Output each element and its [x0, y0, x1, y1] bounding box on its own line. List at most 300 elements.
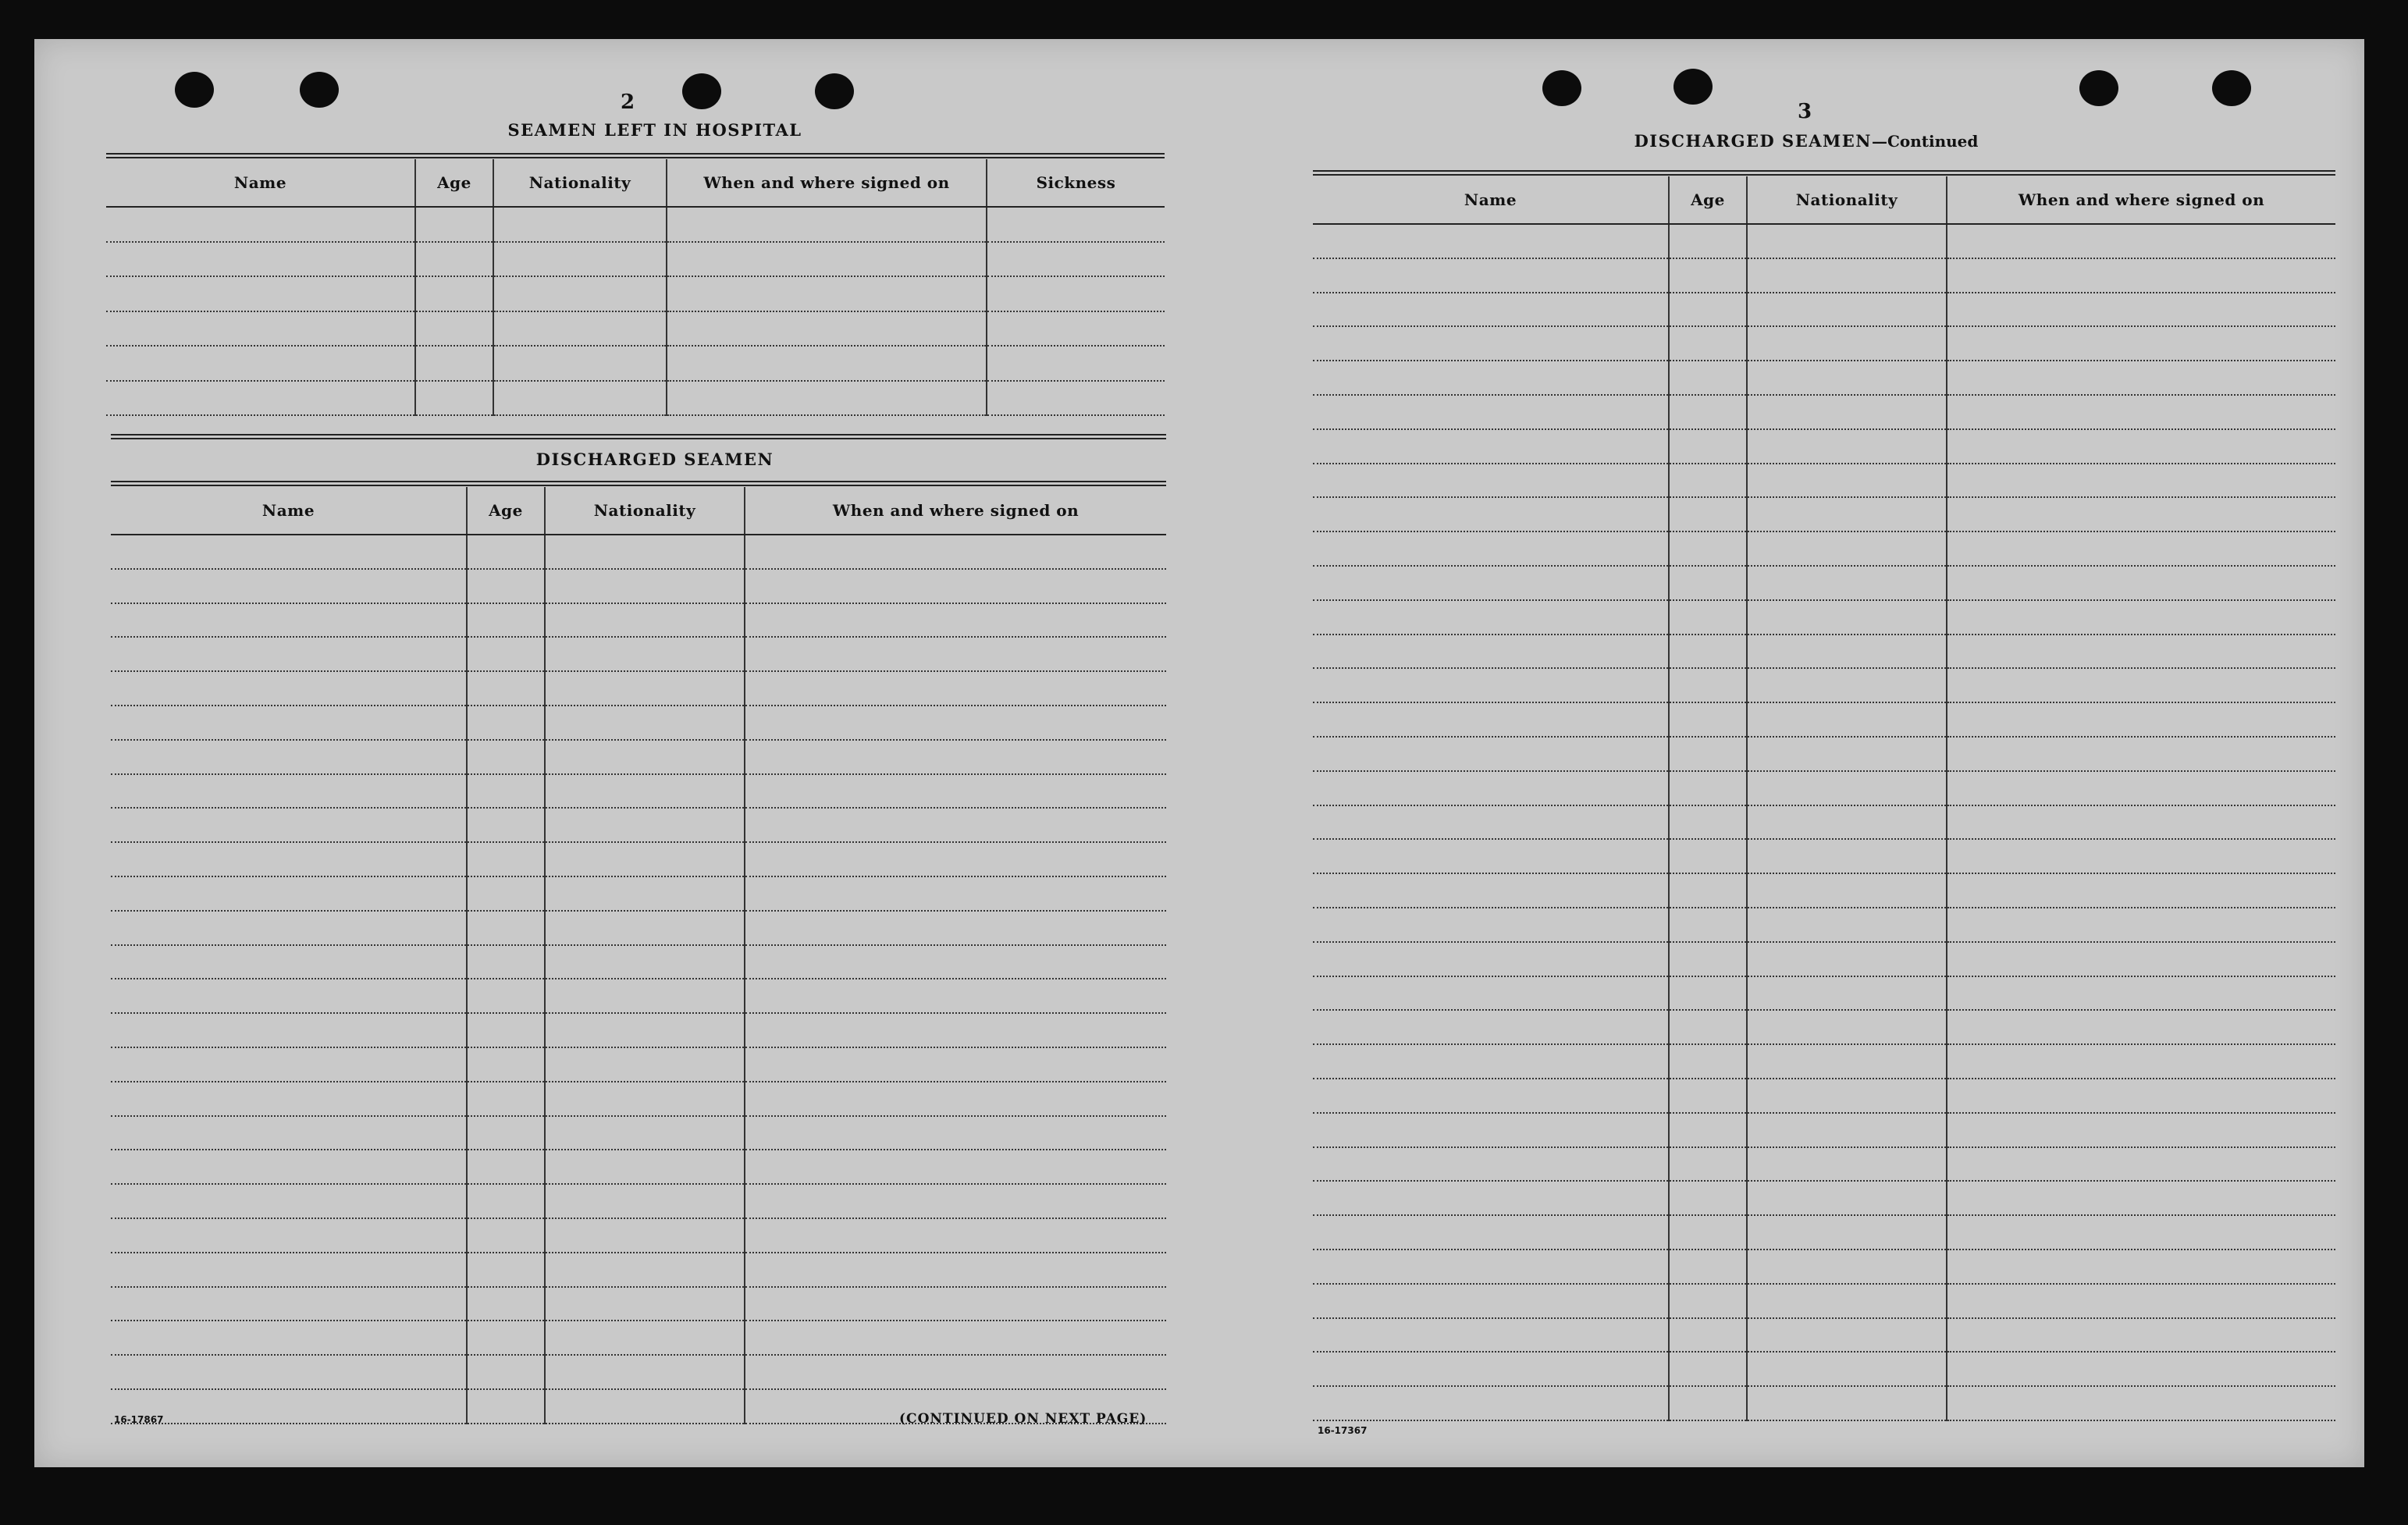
table-row: [111, 637, 1166, 671]
blank-entry-cell: [1313, 566, 1669, 600]
blank-entry-cell: [111, 1389, 467, 1424]
blank-entry-cell: [545, 979, 745, 1013]
blank-entry-cell: [1947, 1250, 2335, 1284]
blank-entry-cell: [1947, 976, 2335, 1011]
blank-entry-cell: [1669, 668, 1747, 702]
column-header-nationality: Nationality: [545, 487, 745, 535]
blank-entry-cell: [111, 979, 467, 1013]
blank-entry-cell: [415, 346, 493, 381]
column-header-nationality: Nationality: [493, 159, 667, 207]
punch-hole: [1674, 69, 1713, 105]
blank-entry-cell: [1747, 908, 1947, 942]
blank-entry-cell: [1947, 361, 2335, 395]
blank-entry-cell: [1747, 1386, 1947, 1420]
blank-entry-cell: [1747, 566, 1947, 600]
blank-entry-cell: [1947, 668, 2335, 702]
discharged-continued-table: [1313, 176, 2335, 1421]
blank-entry-cell: [545, 876, 745, 911]
table-row: [111, 1013, 1166, 1047]
blank-entry-cell: [467, 1184, 545, 1218]
blank-entry-cell: [1313, 1215, 1669, 1250]
blank-entry-cell: [1313, 1079, 1669, 1113]
table-row: [1313, 464, 2335, 498]
blank-entry-cell: [1313, 702, 1669, 737]
table-row: [106, 207, 1165, 242]
table-row: [111, 740, 1166, 774]
blank-entry-cell: [1313, 1386, 1669, 1420]
blank-entry-cell: [667, 381, 987, 416]
blank-entry-cell: [1313, 224, 1669, 258]
blank-entry-cell: [467, 535, 545, 569]
blank-entry-cell: [1947, 429, 2335, 464]
blank-entry-cell: [1747, 531, 1947, 566]
blank-entry-cell: [111, 1184, 467, 1218]
title-rule: [106, 153, 1165, 158]
blank-entry-cell: [1747, 497, 1947, 531]
blank-entry-cell: [1313, 429, 1669, 464]
blank-entry-cell: [111, 535, 467, 569]
blank-entry-cell: [1947, 1284, 2335, 1318]
blank-entry-cell: [545, 1287, 745, 1321]
blank-entry-cell: [467, 1321, 545, 1355]
blank-entry-cell: [1747, 224, 1947, 258]
blank-entry-cell: [1669, 1113, 1747, 1147]
blank-entry-cell: [745, 1184, 1166, 1218]
punch-hole: [1542, 70, 1581, 106]
table-row: [1313, 1147, 2335, 1182]
blank-entry-cell: [1947, 839, 2335, 873]
blank-entry-cell: [1747, 1113, 1947, 1147]
blank-entry-cell: [745, 671, 1166, 706]
table-row: [1313, 224, 2335, 258]
table-row: [1313, 1181, 2335, 1215]
blank-entry-cell: [467, 1218, 545, 1253]
blank-entry-cell: [1947, 224, 2335, 258]
blank-entry-cell: [467, 1013, 545, 1047]
blank-entry-cell: [745, 808, 1166, 842]
blank-entry-cell: [545, 535, 745, 569]
blank-entry-cell: [545, 671, 745, 706]
blank-entry-cell: [415, 242, 493, 277]
blank-entry-cell: [1313, 805, 1669, 840]
table-row: [1313, 1284, 2335, 1318]
table-row: [111, 945, 1166, 979]
table-row: [111, 535, 1166, 569]
blank-entry-cell: [1669, 737, 1747, 771]
blank-entry-cell: [1313, 1181, 1669, 1215]
table-row: [1313, 326, 2335, 361]
blank-entry-cell: [111, 1355, 467, 1389]
table-row: [1313, 976, 2335, 1011]
blank-entry-cell: [745, 945, 1166, 979]
blank-entry-cell: [1669, 1147, 1747, 1182]
table-row: [1313, 1010, 2335, 1044]
blank-entry-cell: [467, 1355, 545, 1389]
blank-entry-cell: [745, 740, 1166, 774]
punch-hole: [2212, 70, 2251, 106]
blank-entry-cell: [545, 637, 745, 671]
discharged-section-title: DISCHARGED SEAMEN: [535, 450, 774, 469]
blank-entry-cell: [111, 1218, 467, 1253]
blank-entry-cell: [106, 207, 415, 242]
blank-entry-cell: [467, 945, 545, 979]
blank-entry-cell: [1947, 908, 2335, 942]
blank-entry-cell: [1313, 839, 1669, 873]
blank-entry-cell: [1747, 873, 1947, 908]
blank-entry-cell: [1747, 976, 1947, 1011]
blank-entry-cell: [1947, 1010, 2335, 1044]
blank-entry-cell: [1947, 258, 2335, 293]
blank-entry-cell: [1747, 1318, 1947, 1353]
title-rule: [1313, 170, 2335, 176]
blank-entry-cell: [1669, 429, 1747, 464]
blank-entry-cell: [1669, 361, 1747, 395]
blank-entry-cell: [1747, 1079, 1947, 1113]
table-row: [111, 569, 1166, 603]
blank-entry-cell: [745, 1218, 1166, 1253]
table-row: [111, 671, 1166, 706]
blank-entry-cell: [1669, 326, 1747, 361]
table-row: [111, 842, 1166, 876]
blank-entry-cell: [1947, 395, 2335, 429]
blank-entry-cell: [1747, 464, 1947, 498]
table-row: [111, 1355, 1166, 1389]
table-row: [111, 911, 1166, 945]
table-row: [111, 774, 1166, 809]
blank-entry-cell: [467, 979, 545, 1013]
blank-entry-cell: [1947, 805, 2335, 840]
blank-entry-cell: [1947, 1181, 2335, 1215]
blank-entry-cell: [1669, 839, 1747, 873]
blank-entry-cell: [1747, 771, 1947, 805]
table-row: [111, 808, 1166, 842]
table-row: [111, 1047, 1166, 1082]
blank-entry-cell: [545, 1389, 745, 1424]
blank-entry-cell: [1313, 1044, 1669, 1079]
blank-entry-cell: [667, 207, 987, 242]
blank-entry-cell: [1313, 1352, 1669, 1386]
blank-entry-cell: [667, 242, 987, 277]
blank-entry-cell: [1747, 1181, 1947, 1215]
blank-entry-cell: [111, 945, 467, 979]
blank-entry-cell: [745, 535, 1166, 569]
blank-entry-cell: [745, 842, 1166, 876]
blank-entry-cell: [1669, 702, 1747, 737]
blank-entry-cell: [1947, 702, 2335, 737]
table-row: [106, 311, 1165, 347]
document-sheet: [34, 39, 2364, 1467]
blank-entry-cell: [745, 1116, 1166, 1150]
blank-entry-cell: [1669, 258, 1747, 293]
table-row: [1313, 839, 2335, 873]
section-title-text: DISCHARGED SEAMEN: [1634, 131, 1872, 151]
blank-entry-cell: [111, 1287, 467, 1321]
table-row: [1313, 1352, 2335, 1386]
blank-entry-cell: [1313, 873, 1669, 908]
blank-entry-cell: [1747, 429, 1947, 464]
blank-entry-cell: [1747, 635, 1947, 669]
table-row: [1313, 942, 2335, 976]
discharged-continued-title: [1580, 131, 2033, 151]
blank-entry-cell: [1747, 1147, 1947, 1182]
table-row: [111, 1150, 1166, 1184]
blank-entry-cell: [111, 637, 467, 671]
blank-entry-cell: [467, 842, 545, 876]
blank-entry-cell: [545, 1047, 745, 1082]
column-header-name: Name: [106, 159, 415, 207]
blank-entry-cell: [1313, 635, 1669, 669]
blank-entry-cell: [987, 242, 1165, 277]
blank-entry-cell: [111, 1321, 467, 1355]
blank-entry-cell: [1747, 702, 1947, 737]
column-header-age: Age: [415, 159, 493, 207]
blank-entry-cell: [106, 276, 415, 311]
blank-entry-cell: [1747, 326, 1947, 361]
blank-entry-cell: [1947, 1044, 2335, 1079]
blank-entry-cell: [415, 381, 493, 416]
blank-entry-cell: [467, 706, 545, 740]
blank-entry-cell: [1947, 942, 2335, 976]
blank-entry-cell: [1313, 1010, 1669, 1044]
column-header-age: Age: [1669, 176, 1747, 224]
blank-entry-cell: [1947, 1318, 2335, 1353]
blank-entry-cell: [1947, 635, 2335, 669]
form-number: 16-17367: [1318, 1425, 1368, 1436]
blank-entry-cell: [1669, 566, 1747, 600]
blank-entry-cell: [1669, 1318, 1747, 1353]
table-row: [111, 1218, 1166, 1253]
blank-entry-cell: [493, 346, 667, 381]
blank-entry-cell: [545, 740, 745, 774]
blank-entry-cell: [1669, 873, 1747, 908]
blank-entry-cell: [987, 381, 1165, 416]
blank-entry-cell: [111, 1116, 467, 1150]
blank-entry-cell: [1747, 258, 1947, 293]
hospital-table: [106, 159, 1165, 416]
punch-hole: [682, 73, 721, 109]
table-row: [111, 706, 1166, 740]
blank-entry-cell: [1747, 293, 1947, 327]
table-row: [1313, 395, 2335, 429]
blank-entry-cell: [545, 1013, 745, 1047]
blank-entry-cell: [545, 603, 745, 638]
blank-entry-cell: [467, 740, 545, 774]
blank-entry-cell: [987, 207, 1165, 242]
blank-entry-cell: [545, 1253, 745, 1287]
discharged-table: [111, 487, 1166, 1424]
blank-entry-cell: [1669, 497, 1747, 531]
left-page-number: 2: [620, 91, 635, 114]
blank-entry-cell: [1947, 464, 2335, 498]
blank-entry-cell: [1669, 224, 1747, 258]
blank-entry-cell: [467, 1116, 545, 1150]
blank-entry-cell: [415, 311, 493, 347]
blank-entry-cell: [1313, 1250, 1669, 1284]
blank-entry-cell: [1947, 566, 2335, 600]
blank-entry-cell: [545, 706, 745, 740]
blank-entry-cell: [545, 1184, 745, 1218]
blank-entry-cell: [545, 569, 745, 603]
blank-entry-cell: [1669, 1386, 1747, 1420]
table-row: [111, 1184, 1166, 1218]
blank-entry-cell: [1747, 361, 1947, 395]
blank-entry-cell: [1313, 908, 1669, 942]
right-page-number: 3: [1797, 100, 1812, 123]
column-header-sickness: Sickness: [987, 159, 1165, 207]
blank-entry-cell: [545, 1355, 745, 1389]
blank-entry-cell: [1947, 1352, 2335, 1386]
table-row: [1313, 1079, 2335, 1113]
blank-entry-cell: [667, 276, 987, 311]
section-rule: [111, 434, 1166, 439]
blank-entry-cell: [1747, 668, 1947, 702]
blank-entry-cell: [467, 808, 545, 842]
blank-entry-cell: [1747, 1284, 1947, 1318]
blank-entry-cell: [1313, 1318, 1669, 1353]
table-row: [111, 1082, 1166, 1116]
blank-entry-cell: [1947, 771, 2335, 805]
table-row: [1313, 805, 2335, 840]
blank-entry-cell: [745, 637, 1166, 671]
table-row: [1313, 737, 2335, 771]
blank-entry-cell: [1747, 737, 1947, 771]
blank-entry-cell: [106, 311, 415, 347]
table-row: [111, 979, 1166, 1013]
column-header-name: Name: [111, 487, 467, 535]
continued-note: (CONTINUED ON NEXT PAGE): [899, 1411, 1147, 1427]
blank-entry-cell: [745, 569, 1166, 603]
table-row: [106, 381, 1165, 416]
blank-entry-cell: [111, 740, 467, 774]
table-row: [1313, 1318, 2335, 1353]
blank-entry-cell: [111, 706, 467, 740]
blank-entry-cell: [1313, 976, 1669, 1011]
blank-entry-cell: [1947, 1113, 2335, 1147]
table-row: [1313, 908, 2335, 942]
blank-entry-cell: [111, 1150, 467, 1184]
blank-entry-cell: [467, 637, 545, 671]
blank-entry-cell: [1313, 258, 1669, 293]
blank-entry-cell: [111, 603, 467, 638]
blank-entry-cell: [111, 1013, 467, 1047]
blank-entry-cell: [467, 911, 545, 945]
blank-entry-cell: [111, 671, 467, 706]
blank-entry-cell: [987, 346, 1165, 381]
blank-entry-cell: [1669, 600, 1747, 635]
punch-hole: [300, 72, 339, 108]
blank-entry-cell: [745, 876, 1166, 911]
blank-entry-cell: [493, 242, 667, 277]
blank-entry-cell: [111, 774, 467, 809]
blank-entry-cell: [745, 1047, 1166, 1082]
blank-entry-cell: [1747, 942, 1947, 976]
blank-entry-cell: [1947, 326, 2335, 361]
table-row: [1313, 702, 2335, 737]
blank-entry-cell: [667, 346, 987, 381]
blank-entry-cell: [1947, 497, 2335, 531]
blank-entry-cell: [1313, 464, 1669, 498]
blank-entry-cell: [1313, 293, 1669, 327]
table-row: [111, 1287, 1166, 1321]
table-row: [1313, 497, 2335, 531]
blank-entry-cell: [1669, 1215, 1747, 1250]
blank-entry-cell: [415, 276, 493, 311]
table-row: [111, 603, 1166, 638]
blank-entry-cell: [1669, 771, 1747, 805]
blank-entry-cell: [545, 911, 745, 945]
table-row: [1313, 1113, 2335, 1147]
blank-entry-cell: [106, 242, 415, 277]
blank-entry-cell: [545, 1116, 745, 1150]
blank-entry-cell: [1947, 1147, 2335, 1182]
blank-entry-cell: [1669, 1284, 1747, 1318]
blank-entry-cell: [745, 1013, 1166, 1047]
blank-entry-cell: [106, 346, 415, 381]
table-row: [1313, 635, 2335, 669]
blank-entry-cell: [1313, 737, 1669, 771]
table-row: [1313, 668, 2335, 702]
blank-entry-cell: [111, 911, 467, 945]
blank-entry-cell: [1669, 464, 1747, 498]
blank-entry-cell: [1313, 531, 1669, 566]
blank-entry-cell: [1313, 600, 1669, 635]
blank-entry-cell: [745, 603, 1166, 638]
blank-entry-cell: [467, 1047, 545, 1082]
blank-entry-cell: [467, 1150, 545, 1184]
blank-entry-cell: [1947, 600, 2335, 635]
blank-entry-cell: [493, 207, 667, 242]
blank-entry-cell: [1669, 293, 1747, 327]
blank-entry-cell: [545, 1321, 745, 1355]
title-rule: [111, 481, 1166, 486]
column-header-when-and-where-signed-on: When and where signed on: [667, 159, 987, 207]
blank-entry-cell: [1669, 635, 1747, 669]
punch-hole: [815, 73, 854, 109]
table-row: [1313, 1386, 2335, 1420]
blank-entry-cell: [1313, 1147, 1669, 1182]
table-row: [1313, 566, 2335, 600]
form-number: 16-17867: [114, 1414, 164, 1425]
blank-entry-cell: [1669, 805, 1747, 840]
blank-entry-cell: [1947, 1215, 2335, 1250]
table-row: [106, 276, 1165, 311]
table-row: [1313, 1250, 2335, 1284]
blank-entry-cell: [1747, 1215, 1947, 1250]
table-row: [106, 242, 1165, 277]
blank-entry-cell: [1747, 395, 1947, 429]
table-row: [1313, 1215, 2335, 1250]
hospital-section-title: SEAMEN LEFT IN HOSPITAL: [507, 120, 802, 140]
blank-entry-cell: [111, 1047, 467, 1082]
blank-entry-cell: [111, 1082, 467, 1116]
blank-entry-cell: [1313, 1284, 1669, 1318]
blank-entry-cell: [1313, 361, 1669, 395]
blank-entry-cell: [745, 706, 1166, 740]
blank-entry-cell: [1747, 1010, 1947, 1044]
blank-entry-cell: [745, 1287, 1166, 1321]
blank-entry-cell: [1669, 942, 1747, 976]
blank-entry-cell: [1747, 1352, 1947, 1386]
blank-entry-cell: [493, 276, 667, 311]
blank-entry-cell: [1947, 531, 2335, 566]
blank-entry-cell: [1747, 805, 1947, 840]
table-row: [106, 346, 1165, 381]
blank-entry-cell: [987, 276, 1165, 311]
blank-entry-cell: [1313, 497, 1669, 531]
blank-entry-cell: [1669, 531, 1747, 566]
blank-entry-cell: [545, 945, 745, 979]
blank-entry-cell: [1947, 737, 2335, 771]
